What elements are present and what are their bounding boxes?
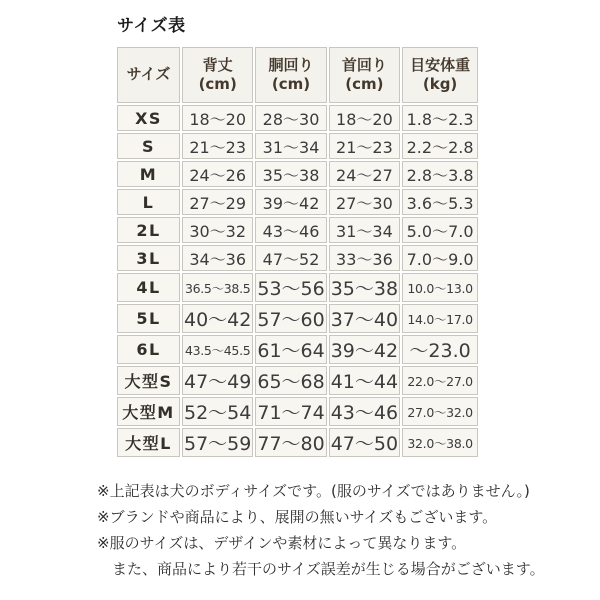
value-cell: 65〜68 [255,366,326,395]
value-cell: 18〜20 [329,105,400,131]
size-label-cell: 4L [117,273,180,302]
size-label-cell: M [117,161,180,187]
value-cell: 24〜26 [182,161,253,187]
value-cell: 31〜34 [255,133,326,159]
table-row [117,273,478,302]
value-cell: 3.6〜5.3 [402,189,478,215]
value-cell: 35〜38 [329,273,400,302]
table-row [117,428,478,457]
value-cell: 2.8〜3.8 [402,161,478,187]
value-cell: 61〜64 [255,335,326,364]
value-cell: 24〜27 [329,161,400,187]
value-cell: 43〜46 [255,217,326,243]
value-cell: 27.0〜32.0 [402,397,478,426]
table-row [117,245,478,271]
size-chart-body [117,105,478,457]
table-row [117,133,478,159]
column-label: 胴回り [268,55,314,74]
value-cell: 43.5〜45.5 [182,335,253,364]
value-cell: 10.0〜13.0 [402,273,478,302]
column-header-size [117,47,180,103]
value-cell: 34〜36 [182,245,253,271]
column-unit: (cm) [198,75,237,93]
value-cell: 41〜44 [329,366,400,395]
value-cell: 43〜46 [329,397,400,426]
value-cell: 30〜32 [182,217,253,243]
table-row [117,366,478,395]
value-cell: 40〜42 [182,304,253,333]
value-cell: 47〜52 [255,245,326,271]
column-label: サイズ [126,65,171,84]
size-label-cell: XS [117,105,180,131]
size-chart-header [117,47,478,103]
size-label-cell: 2L [117,217,180,243]
table-row [117,161,478,187]
size-label-cell: L [117,189,180,215]
column-header-neck [329,47,400,103]
value-cell: 〜23.0 [402,335,478,364]
value-cell: 39〜42 [255,189,326,215]
table-row [117,335,478,364]
value-cell: 21〜23 [329,133,400,159]
size-chart-table [115,45,480,459]
note-line: また、商品により若干のサイズ誤差が生じる場合がございます。 [112,560,545,578]
value-cell: 31〜34 [329,217,400,243]
value-cell: 37〜40 [329,304,400,333]
value-cell: 33〜36 [329,245,400,271]
table-row [117,105,478,131]
value-cell: 18〜20 [182,105,253,131]
size-label-cell: 3L [117,245,180,271]
value-cell: 14.0〜17.0 [402,304,478,333]
size-label-cell: 大型M [117,397,180,426]
note-line: ※服のサイズは、デザインや素材によって異なります。 [97,534,467,552]
value-cell: 53〜56 [255,273,326,302]
size-label-cell: S [117,133,180,159]
value-cell: 36.5〜38.5 [182,273,253,302]
column-header-girth [255,47,326,103]
value-cell: 1.8〜2.3 [402,105,478,131]
value-cell: 39〜42 [329,335,400,364]
value-cell: 7.0〜9.0 [402,245,478,271]
column-label: 背丈 [202,55,233,74]
column-unit: (kg) [422,75,458,93]
column-label: 首回り [341,55,387,74]
notes [97,478,600,582]
value-cell: 57〜59 [182,428,253,457]
column-unit: (cm) [345,75,384,93]
value-cell: 27〜29 [182,189,253,215]
column-label: 目安体重 [410,55,471,74]
column-unit: (cm) [271,75,311,93]
value-cell: 2.2〜2.8 [402,133,478,159]
note-line: ※ブランドや商品により、展開の無いサイズもございます。 [97,508,498,526]
value-cell: 47〜49 [182,366,253,395]
size-label-cell: 5L [117,304,180,333]
note-line: ※上記表は犬のボディサイズです。(服のサイズではありません。) [97,482,530,500]
value-cell: 28〜30 [255,105,326,131]
column-header-weight [402,47,478,103]
value-cell: 5.0〜7.0 [402,217,478,243]
value-cell: 22.0〜27.0 [402,366,478,395]
size-label-cell: 大型S [117,366,180,395]
table-row [117,217,478,243]
value-cell: 35〜38 [255,161,326,187]
size-label-cell: 6L [117,335,180,364]
header-row [117,47,478,103]
table-row [117,304,478,333]
size-label-cell: 大型L [117,428,180,457]
value-cell: 47〜50 [329,428,400,457]
value-cell: 21〜23 [182,133,253,159]
table-row [117,189,478,215]
column-header-back-length [182,47,253,103]
page-title: サイズ表 [117,16,186,36]
value-cell: 71〜74 [255,397,326,426]
value-cell: 77〜80 [255,428,326,457]
value-cell: 27〜30 [329,189,400,215]
value-cell: 32.0〜38.0 [402,428,478,457]
value-cell: 52〜54 [182,397,253,426]
value-cell: 57〜60 [255,304,326,333]
table-row [117,397,478,426]
